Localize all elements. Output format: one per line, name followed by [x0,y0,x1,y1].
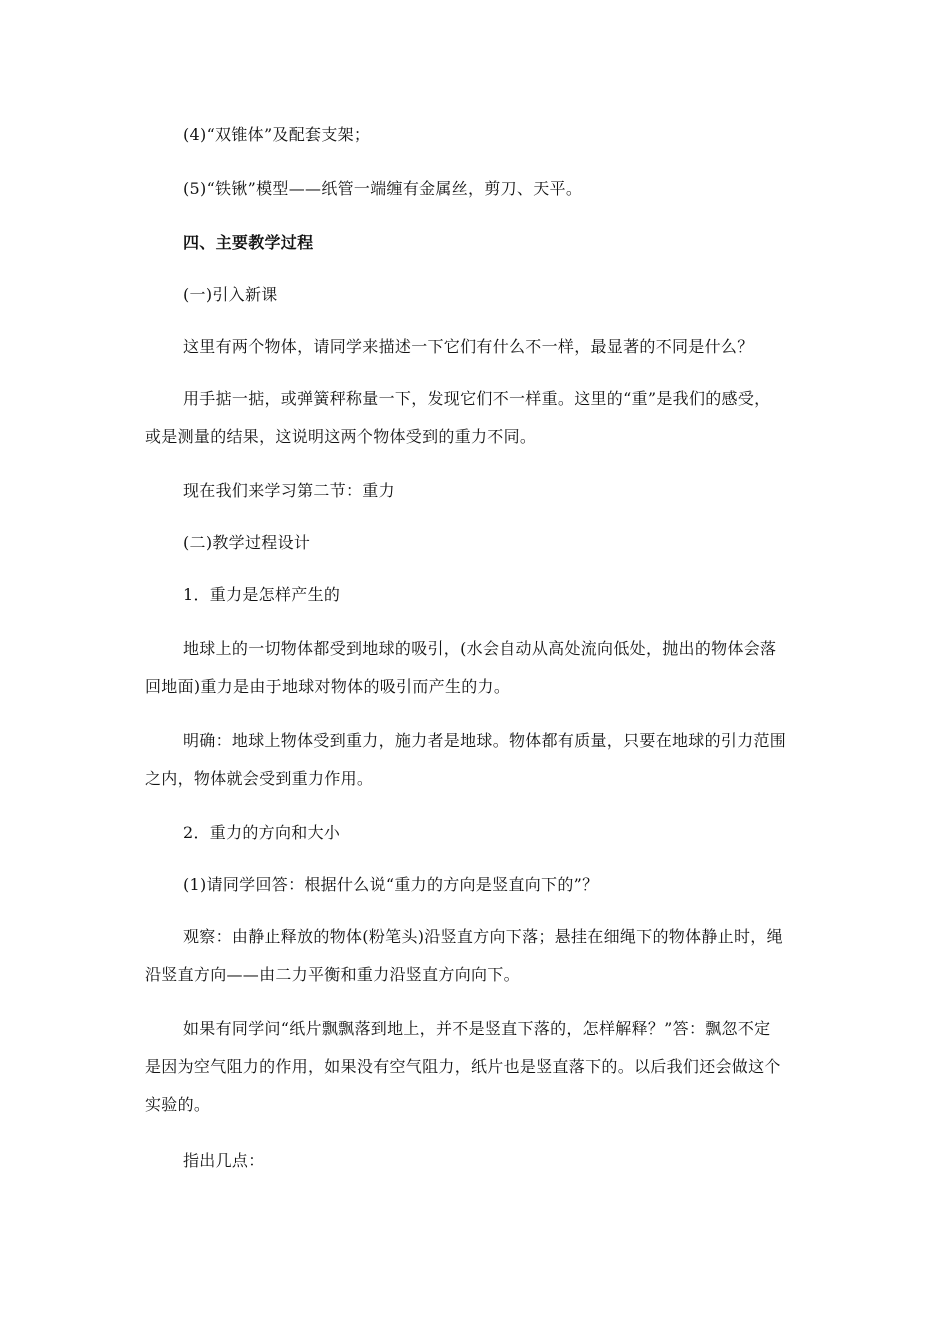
equipment-item-5: (5)“铁锹”模型——纸管一端缠有金属丝，剪刀、天平。 [183,179,583,198]
paragraph-observe-line-1: 观察：由静止释放的物体(粉笔头)沿竖直方向下落；悬挂在细绳下的物体静止时，绳 [183,927,783,946]
paragraph-paper-line-3: 实验的。 [145,1095,211,1114]
topic-heading-1: 1．重力是怎样产生的 [183,585,341,604]
paragraph-weigh-line-2: 或是测量的结果，这说明这两个物体受到的重力不同。 [145,427,537,446]
section-heading: 四、主要教学过程 [183,233,314,252]
paragraph-observe-line-2: 沿竖直方向——由二力平衡和重力沿竖直方向向下。 [145,965,520,984]
paragraph-attraction-line-2: 回地面)重力是由于地球对物体的吸引而产生的力。 [145,677,511,696]
paragraph-points: 指出几点： [183,1151,265,1170]
subsection-heading-design: (二)教学过程设计 [183,533,311,552]
subsection-heading-intro: (一)引入新课 [183,285,278,304]
paragraph-paper-line-2: 是因为空气阻力的作用，如果没有空气阻力，纸片也是竖直落下的。以后我们还会做这个 [145,1057,781,1076]
paragraph-question: 这里有两个物体，请同学来描述一下它们有什么不一样，最显著的不同是什么？ [183,337,754,356]
paragraph-paper-line-1: 如果有同学问“纸片飘飘落到地上，并不是竖直下落的，怎样解释？”答：飘忽不定 [183,1019,771,1038]
paragraph-lesson-intro: 现在我们来学习第二节：重力 [183,481,395,500]
paragraph-attraction-line-1: 地球上的一切物体都受到地球的吸引，(水会自动从高处流向低处，抛出的物体会落 [183,639,777,658]
paragraph-weigh-line-1: 用手掂一掂，或弹簧秤称量一下，发现它们不一样重。这里的“重”是我们的感受， [183,389,771,408]
paragraph-direction-question: (1)请同学回答：根据什么说“重力的方向是竖直向下的”？ [183,875,599,894]
equipment-item-4: (4)“双锥体”及配套支架； [183,125,371,144]
topic-heading-2: 2．重力的方向和大小 [183,823,341,842]
paragraph-clarify-line-1: 明确：地球上物体受到重力，施力者是地球。物体都有质量，只要在地球的引力范围 [183,731,787,750]
paragraph-clarify-line-2: 之内，物体就会受到重力作用。 [145,769,374,788]
